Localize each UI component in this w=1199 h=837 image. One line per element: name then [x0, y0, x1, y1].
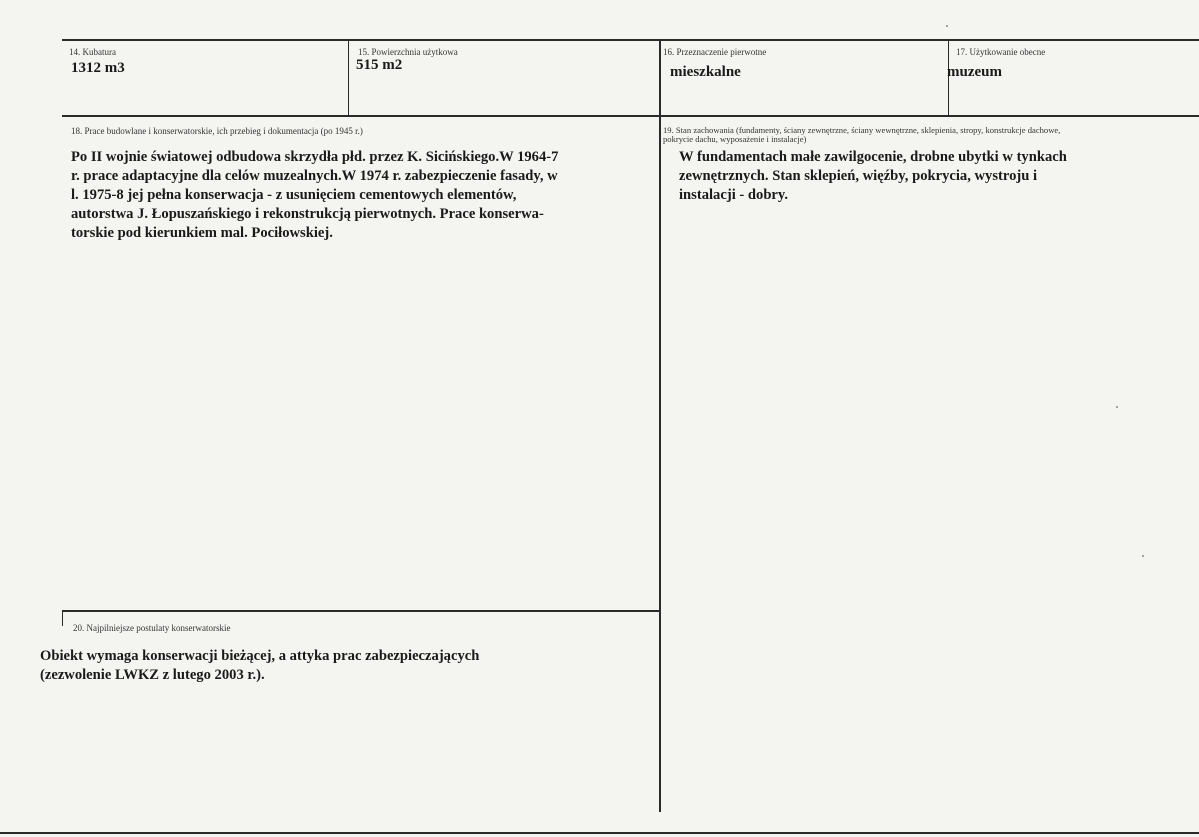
top-rule	[62, 39, 1199, 41]
field-16-value: mieszkalne	[670, 64, 741, 80]
field-16-label: 16. Przeznaczenie pierwotne	[663, 47, 767, 57]
field-19-label-line: 19. Stan zachowania (fundamenty, ściany zewnętrzne, ściany wewnętrzne, sklepienia, stropy, konstrukcje dachowe,	[663, 125, 1061, 135]
field-18-line: Po II wojnie światowej odbudowa skrzydła płd. przez K. Sicińskiego.W 1964-7	[71, 149, 559, 165]
divider-main	[659, 40, 661, 812]
field-19-label	[663, 126, 1060, 144]
field-19-line: zewnętrznych. Stan sklepień, więźby, pokrycia, wystroju i	[679, 168, 1038, 184]
field-15-label: 15. Powierzchnia użytkowa	[358, 47, 458, 57]
paper-speck	[1116, 406, 1118, 408]
field-20-line: Obiekt wymaga konserwacji bieżącej, a attyka prac zabezpieczających	[40, 648, 480, 664]
field-14-value: 1312 m3	[71, 60, 125, 76]
field-14-label: 14. Kubatura	[69, 47, 116, 57]
field-20-line: (zezwolenie LWKZ z lutego 2003 r.).	[40, 667, 265, 683]
field-19-label-line: pokrycie dachu, wyposażenie i instalacje)	[663, 134, 807, 144]
bottom-rule	[0, 832, 1199, 834]
left-edge-rule	[62, 612, 63, 626]
field-18-text	[71, 148, 558, 243]
field-15-value: 515 m2	[356, 57, 403, 73]
field-19-text	[679, 148, 1067, 205]
field-18-label: 18. Prace budowlane i konserwatorskie, ich przebieg i dokumentacja (po 1945 r.)	[71, 126, 363, 136]
field-18-line: r. prace adaptacyjne dla celów muzealnych.W 1974 r. zabezpieczenie fasady, w	[71, 168, 558, 184]
paper-speck	[946, 25, 948, 27]
field-18-line: torskie pod kierunkiem mal. Pociłowskiej.	[71, 225, 333, 241]
field-17-label: 17. Użytkowanie obecne	[956, 47, 1046, 57]
field-18-line: l. 1975-8 jej pełna konserwacja - z usunięciem cementowych elementów,	[71, 187, 517, 203]
field-20-text	[40, 647, 479, 685]
field-20-label: 20. Najpilniejsze postulaty konserwatorskie	[73, 623, 231, 633]
divider-14-15	[348, 40, 349, 116]
field-19-line: instalacji - dobry.	[679, 187, 789, 203]
paper-speck	[1142, 555, 1144, 557]
field-18-line: autorstwa J. Łopuszańskiego i rekonstrukcją pierwotnych. Prace konserwa-	[71, 206, 544, 222]
field-19-line: W fundamentach małe zawilgocenie, drobne ubytki w tynkach	[679, 149, 1067, 165]
row1-bottom-rule	[62, 115, 1199, 117]
field-17-value: muzeum	[947, 64, 1002, 80]
section-20-rule	[62, 610, 661, 612]
